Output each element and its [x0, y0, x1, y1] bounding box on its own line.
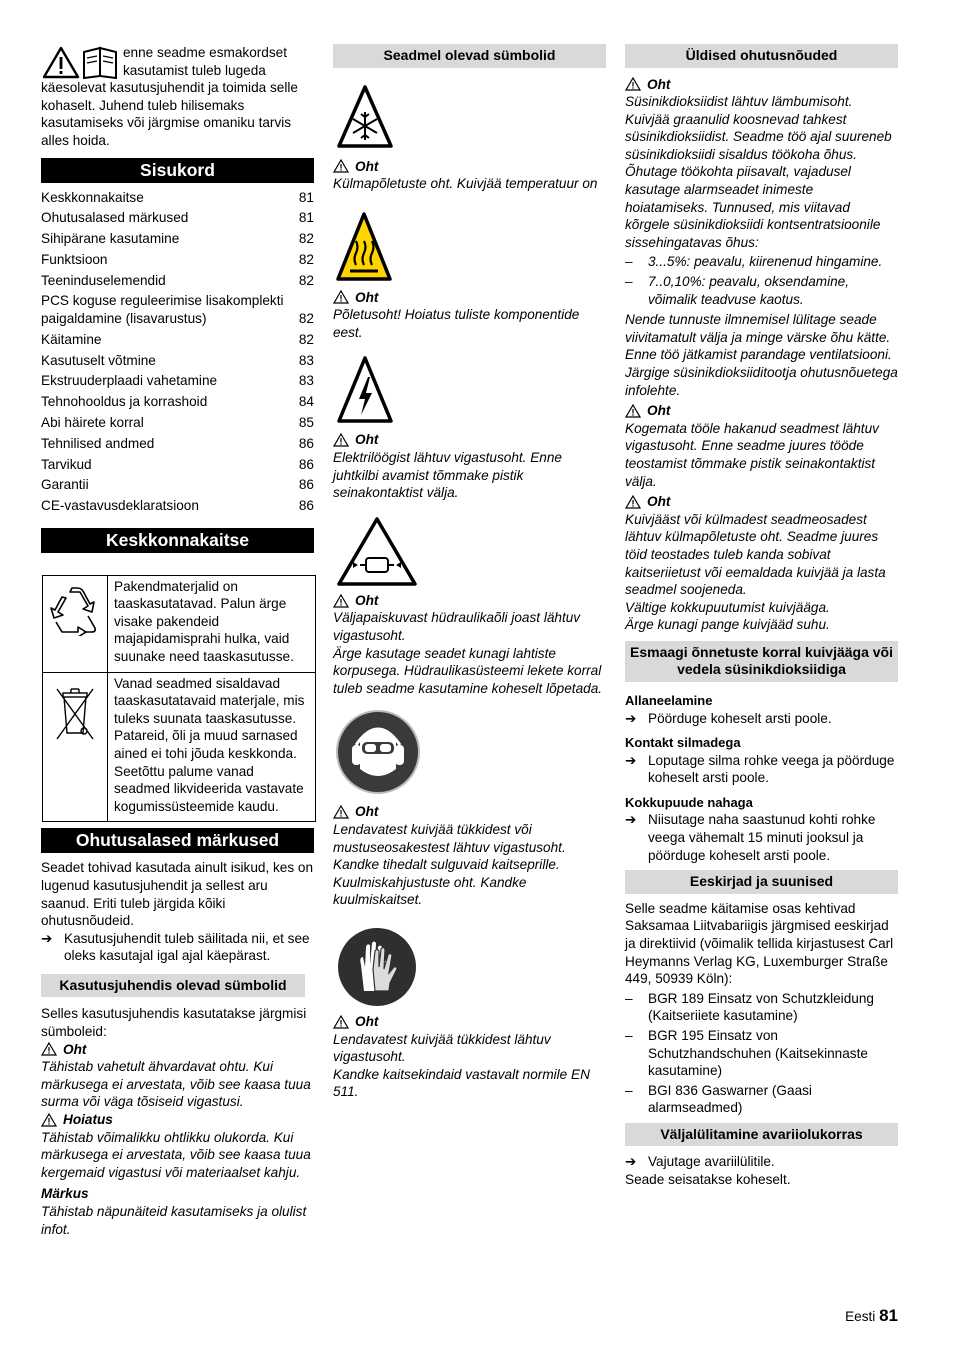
toc	[41, 189, 314, 515]
toc-label: Abi häirete korral	[41, 414, 144, 430]
oht-label: Oht	[333, 592, 606, 610]
table-row	[43, 576, 315, 672]
toc-label: PCS koguse reguleerimise lisakomplekti paigaldamine (lisavarustus)	[41, 293, 284, 327]
oht-text: Tähistab vahetult ähvardavat ohtu. Kui märkusega ei arvestata, võib see kaasa tuua surma või väga tõsiseid vigastusi.	[41, 1059, 311, 1110]
page-number: 81	[879, 1306, 898, 1325]
toc-entry[interactable]	[41, 292, 314, 327]
toc-entry[interactable]	[41, 189, 314, 207]
toc-page: 82	[298, 331, 314, 347]
toc-entry[interactable]	[41, 331, 314, 349]
gloves-icon	[337, 927, 417, 1007]
hot-surface-warning-icon	[336, 211, 392, 283]
oht-label: Oht	[625, 493, 898, 511]
oht-label: Oht	[333, 431, 606, 449]
burn-text: Põletusoht! Hoiatus tuliste komponentide eest.	[333, 307, 580, 340]
toc-label: CE-vastavusdeklaratsioon	[41, 498, 199, 514]
hoiatus-label: Hoiatus	[41, 1111, 314, 1129]
safety-text: Seadet tohivad kasutada ainult isikud, kes on lugenud kasutusjuhendit ja sellest aru saanud. Eriti tuleb järgida kõiki ohutusnõudeid.	[41, 860, 314, 929]
table-row	[43, 672, 315, 822]
column-middle	[333, 44, 606, 1101]
warning-triangle-icon	[41, 1113, 57, 1127]
oht-label: Oht	[41, 1041, 314, 1059]
toc-entry[interactable]	[41, 435, 314, 453]
toc-label: Garantii	[41, 477, 89, 493]
regulations-text: Selle seadme käitamise osas kehtivad Saksamaa Liitvabariigis järgmised eeskirjad ja direktiivid (võimalik tellida kirjastusest Carl Heymanns Verlag KG, Luxemburger Straße 449, 50939 Köln):	[625, 900, 894, 987]
oht-label: Oht	[333, 289, 606, 307]
toc-label: Funktsioon	[41, 251, 108, 267]
warning-triangle-icon	[625, 495, 641, 509]
skin-bullet: ➔ Niisutage naha saastunud kohti rohke veega vähemalt 15 minuti jooksul ja pöörduge koheselt arsti poole.	[625, 812, 876, 863]
emergency-heading: Väljalülitamine avariiolukorras	[625, 1123, 898, 1147]
markus-label: Märkus	[41, 1186, 89, 1202]
toc-page: 86	[298, 456, 314, 472]
symbols-intro: Selles kasutusjuhendis kasutatakse järgmisi sümboleid:	[41, 1006, 307, 1040]
page-footer	[845, 1307, 898, 1326]
toc-entry[interactable]	[41, 372, 314, 390]
column-right	[625, 44, 898, 1189]
toc-label: Käitamine	[41, 331, 102, 347]
toc-label: Sihipärane kasutamine	[41, 231, 180, 247]
warning-triangle-icon	[333, 1015, 349, 1029]
arrow-icon: ➔	[625, 1154, 637, 1170]
electric-text: Elektrilöögist lähtuv vigastusoht. Enne juhtkilbi avamist tõmmake pistik seinakontaktist välja.	[333, 450, 562, 501]
recycling-text: Pakendmaterjalid on taaskasutatavad. Palun ärge visake pakendeid majapidamisprahi hulka, vaid suunake need taaskasutusse.	[114, 578, 294, 665]
arrow-icon: ➔	[41, 930, 53, 946]
symbols-heading: Kasutusjuhendis olevad sümbolid	[41, 974, 305, 998]
safety-heading: Ohutusalased märkused	[41, 828, 314, 853]
toc-page: 81	[298, 210, 314, 226]
hoiatus-text: Tähistab võimalikku ohtlikku olukorda. Kui märkusega ei arvestata, võib see kaasa tuua kergemaid vigastusi või materiaalset kahju.	[41, 1129, 311, 1180]
markus-text: Tähistab näpunäiteid kasutamiseks ja olulist infot.	[41, 1204, 307, 1237]
regulations-heading: Eeskirjad ja suunised	[625, 870, 898, 894]
device-symbols-heading: Seadmel olevad sümbolid	[333, 44, 606, 68]
goggles-earmuffs-icon	[335, 709, 421, 795]
environment-heading: Keskkonnakaitse	[41, 528, 314, 553]
toc-label: Ohutusalased märkused	[41, 210, 189, 226]
toc-entry[interactable]	[41, 230, 314, 248]
warning-triangle-icon	[625, 404, 641, 418]
swallow-bullet: ➔ Pöörduge koheselt arsti poole.	[625, 710, 832, 726]
toc-page: 86	[298, 435, 314, 451]
general-safety-heading: Üldised ohutusnõuded	[625, 44, 898, 68]
hydraulic-text: Väljapaiskuvast hüdraulikaõli joast lähtuv vigastusoht. Ärge kasutage seadet kunagi lahtiste korpusega. Hüdraulikasüsteemi lekete korral tuleb seadme kasutamine koheselt lõpetada.	[333, 610, 603, 696]
warning-triangle-icon	[333, 290, 349, 304]
toc-page: 84	[298, 394, 314, 410]
co2-after-text: Nende tunnuste ilmnemisel lülitage seade viivitamatult välja ja minge värske õhu kätte. Enne töö jätkamist parandage ventilatsiooni. Järgige süsinikdioksiiditootja ohutusnõuetega infolehte.	[625, 312, 898, 398]
co2-text: Süsinikdioksiidist lähtuv lämbumisoht. Kuivjää graanulid koosnevad tahkest süsinikdioksiidist. Seadme töö ajal suureneb süsinikdioksiidi sisaldus töökoha õhus. Õhutage töökohta piisavalt, vajadusel kasutage alarmseadet inimeste hoiatamiseks. Tunnused, mis viitavad kõrgele süsinikdioksiidi kontsentratsioonile sissehingatavas õhus:	[625, 94, 892, 250]
toc-entry[interactable]	[41, 209, 314, 227]
toc-label: Kasutuselt võtmine	[41, 352, 156, 368]
toc-entry[interactable]	[41, 251, 314, 269]
toc-entry[interactable]	[41, 456, 314, 474]
intro	[41, 44, 314, 150]
toc-page: 85	[298, 414, 314, 430]
arrow-icon: ➔	[625, 752, 637, 768]
toc-page: 82	[298, 311, 314, 327]
toc-label: Keskkonnakaitse	[41, 189, 144, 205]
gloves-text: Lendavatest kuivjää tükkidest lähtuv vigastusoht. Kandke kaitsekindaid vastavalt normile EN 511.	[333, 1031, 590, 1100]
warning-triangle-icon	[333, 805, 349, 819]
toc-page: 82	[298, 251, 314, 267]
toc-page: 83	[298, 352, 314, 368]
dash-item: – 3...5%: peavalu, kiirenenud hingamine.	[625, 254, 883, 270]
recycling-icon	[48, 586, 102, 636]
frostbite-text: Kuivjääst või külmadest seadmeosadest lähtuv külmapõletuste oht. Seadme juures töid teostades tuleb kanda sobivat kaitseriietust või eemaldada kuivjää ja lasta seadmel soojeneda. Vältige kokkupuutumist kuivjääga. Ärge kunagi pange kuivjääd suhu.	[625, 511, 886, 633]
hydraulic-oil-warning-icon	[336, 516, 418, 588]
startup-text: Kogemata tööle hakanud seadmest lähtuv vigastusoht. Enne seadme juures tööde teostamist tõmmake pistik seinakontaktist välja.	[625, 420, 879, 489]
arrow-icon: ➔	[625, 710, 637, 726]
warning-triangle-icon	[41, 1042, 57, 1056]
dash-item: – 7..0,10%: peavalu, oksendamine, võimalik teadvuse kaotus.	[625, 274, 850, 307]
toc-page: 83	[298, 373, 314, 389]
regulation-item: – BGR 195 Einsatz von Schutzhandschuhen (Kaitsekinnaste kasutamine)	[625, 1027, 868, 1079]
goggles-text: Lendavatest kuivjää tükkidest või mustuseosakestest lähtuv vigastusoht. Kandke tihedalt sulguvaid kaitseprille. Kuulmiskahjustuste oht. Kandke kuulmiskaitset.	[333, 822, 566, 908]
toc-entry[interactable]	[41, 393, 314, 411]
eyes-heading: Kontakt silmadega	[625, 735, 741, 751]
toc-entry[interactable]	[41, 352, 314, 370]
arrow-icon: ➔	[625, 812, 637, 828]
toc-entry[interactable]	[41, 497, 314, 515]
oht-label: Oht	[333, 158, 606, 176]
toc-label: Ekstruuderplaadi vahetamine	[41, 373, 218, 389]
toc-page: 82	[298, 231, 314, 247]
toc-label: Tehnohooldus ja korrashoid	[41, 394, 208, 410]
toc-page: 81	[298, 189, 314, 205]
toc-entry[interactable]	[41, 476, 314, 494]
skin-heading: Kokkupuude nahaga	[625, 794, 753, 810]
eyes-bullet: ➔ Loputage silma rohke veega ja pöörduge koheselt arsti poole.	[625, 752, 895, 786]
toc-entry[interactable]	[41, 414, 314, 432]
electric-shock-warning-icon	[337, 355, 393, 425]
warning-triangle-icon	[333, 433, 349, 447]
first-aid-heading: Esmaagi õnnetuste korral kuivjääga või vedela süsinikdioksiidiga	[625, 641, 898, 682]
toc-page: 82	[298, 272, 314, 288]
intro-lead: enne seadme esmakordset kasutamist tuleb lugeda	[123, 45, 287, 78]
frost-warning-icon	[337, 84, 393, 150]
disposal-text: Vanad seadmed sisaldavad taaskasutatavaid materjale, mis tuleks suunata taaskasutusse. Patareid, õli ja muud sarnased ained ei tohi jõuda keskkonda. Seetõttu palume vanad seadmed likvideerida vastavate kogumissüsteemide kaudu.	[114, 675, 305, 814]
swallow-heading: Allaneelamine	[625, 692, 713, 708]
oht-label: Oht	[625, 402, 898, 420]
frost-text: Külmapõletuste oht. Kuivjää temperatuur on	[333, 176, 598, 192]
emergency-bullet: ➔ Vajutage avariilülitile.	[625, 1154, 775, 1170]
toc-page: 86	[298, 498, 314, 514]
emergency-text: Seade seisatakse koheselt.	[625, 1171, 791, 1187]
warning-triangle-icon	[333, 594, 349, 608]
oht-label: Oht	[333, 1013, 606, 1031]
warning-triangle-icon	[625, 77, 641, 91]
safety-bullet: ➔ Kasutusjuhendit tuleb säilitada nii, et see oleks kasutajal igal ajal käepärast.	[41, 930, 310, 964]
footer-language: Eesti	[845, 1309, 876, 1324]
environment-table	[42, 575, 316, 823]
oht-label: Oht	[625, 76, 898, 94]
column-left	[41, 44, 314, 1238]
regulation-item: – BGI 836 Gaswarner (Gaasi alarmseadmed)	[625, 1082, 812, 1116]
toc-entry[interactable]	[41, 272, 314, 290]
intro-text: käesolevat kasutusjuhendit ja toimida selle kohaselt. Juhend tuleb hilisemaks kasutamiseks või järgmise omaniku tarvis alles hoida.	[41, 80, 298, 148]
regulation-item: – BGR 189 Einsatz von Schutzkleidung (Kaitseriiete kasutamine)	[625, 990, 874, 1024]
warning-triangle-icon	[333, 159, 349, 173]
toc-heading: Sisukord	[41, 158, 314, 183]
toc-page: 86	[298, 477, 314, 493]
toc-label: Tarvikud	[41, 456, 92, 472]
oht-label: Oht	[333, 803, 606, 821]
toc-label: Teeninduselemendid	[41, 272, 166, 288]
toc-label: Tehnilised andmed	[41, 435, 155, 451]
warning-and-manual-icon	[43, 46, 119, 80]
crossed-bin-icon	[53, 683, 97, 743]
